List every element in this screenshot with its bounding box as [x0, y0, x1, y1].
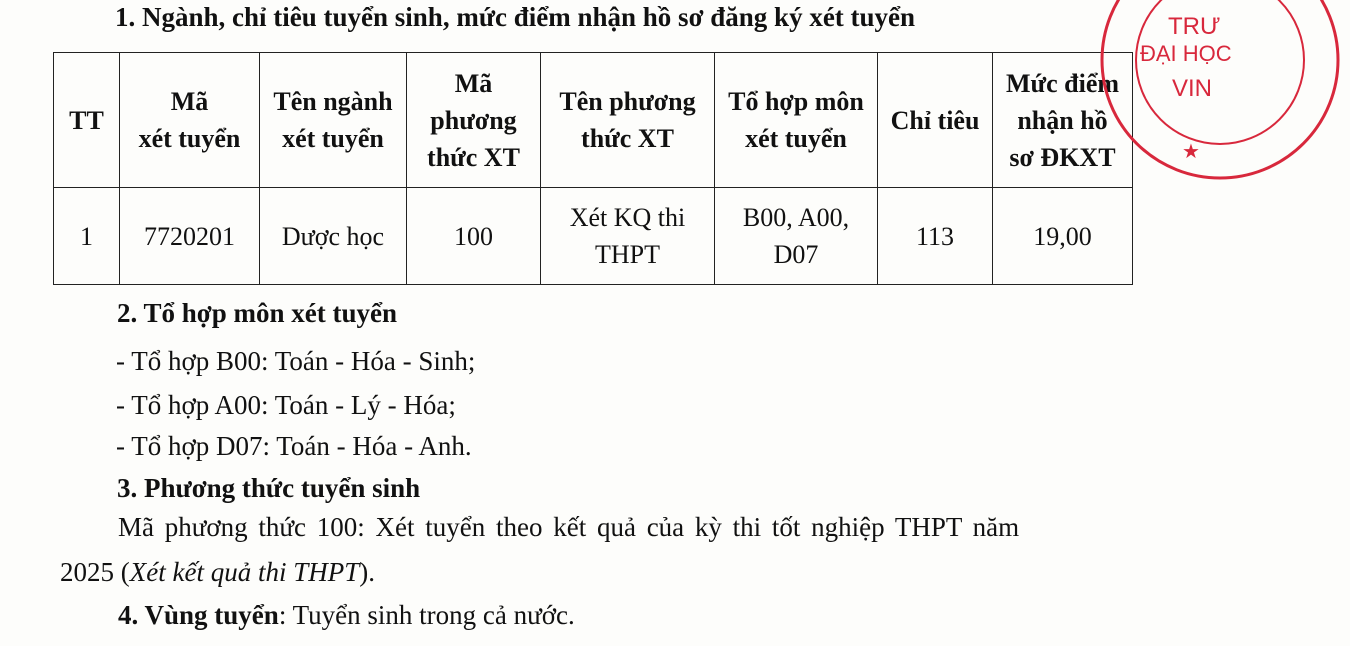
stamp-text-1: TRƯ: [1168, 13, 1221, 40]
section-2-title: 2. Tổ hợp môn xét tuyển: [117, 298, 397, 328]
cell-col-muc-diem: [993, 188, 1133, 285]
header-col-ten-phuong-thuc: [541, 53, 715, 188]
cell-col-ma-xet-tuyen: [120, 188, 260, 285]
combo-item-d07: - Tổ hợp D07: Toán - Hóa - Anh.: [116, 431, 472, 461]
header-line: Mã: [170, 87, 209, 116]
university-stamp: [1090, 0, 1350, 190]
section-4-label: 4. Vùng tuyển: [118, 600, 279, 630]
cell-line: 19,00: [1033, 221, 1092, 251]
combo-item-a00: - Tổ hợp A00: Toán - Lý - Hóa;: [116, 390, 456, 420]
section-3-title: 3. Phương thức tuyển sinh: [117, 473, 421, 503]
cell-col-ten-phuong-thuc: [541, 188, 715, 285]
header-line: thức XT: [427, 142, 520, 172]
table-header-row: [54, 53, 1133, 188]
cell-line: 113: [915, 221, 955, 251]
cell-line: Dược học: [281, 221, 385, 251]
stamp-text-3: VIN: [1172, 75, 1213, 102]
cell-col-chi-tieu: [878, 188, 993, 285]
cell-col-ma-phuong-thuc: [407, 188, 541, 285]
header-col-tt: [54, 53, 120, 188]
header-col-to-hop-mon: [715, 53, 878, 188]
combo-item-b00: - Tổ hợp B00: Toán - Hóa - Sinh;: [116, 346, 476, 376]
header-line: xét tuyển: [282, 124, 384, 153]
cell-line: 7720201: [144, 221, 235, 251]
section-4-text: : Tuyển sinh trong cả nước.: [278, 600, 575, 630]
cell-line: 100: [454, 221, 493, 251]
section-4-line: [118, 600, 575, 631]
cell-line: 1: [80, 221, 93, 251]
header-line: xét tuyển: [745, 124, 847, 153]
cell-col-tt: [54, 188, 120, 285]
closing-text: ).: [359, 557, 375, 587]
cell-col-to-hop-mon: [715, 188, 878, 285]
header-line: xét tuyển: [138, 124, 241, 153]
cell-line: THPT: [595, 240, 660, 269]
header-col-chi-tieu: [878, 53, 993, 188]
section-3-paragraph-line1: Mã phương thức 100: Xét tuyển theo kết quả của kỳ thi tốt nghiệp THPT năm: [118, 512, 1020, 542]
stamp-text-2: ĐẠI HỌC: [1140, 41, 1232, 66]
table-row: [54, 188, 1133, 285]
header-line: Mã: [454, 68, 493, 98]
admission-table: [53, 52, 1133, 285]
header-line: nhận hồ: [1017, 105, 1108, 135]
header-line: thức XT: [581, 124, 674, 153]
header-line: Chỉ tiêu: [890, 105, 980, 135]
header-line: sơ ĐKXT: [1009, 142, 1116, 172]
header-line: Tên phương: [559, 87, 696, 116]
header-line: Tổ hợp môn: [728, 87, 864, 116]
section-3-paragraph-line2: [60, 557, 375, 588]
year-text: 2025 (: [60, 557, 130, 587]
method-italic: Xét kết quả thi THPT: [129, 557, 360, 587]
section-1-title: 1. Ngành, chỉ tiêu tuyển sinh, mức điểm nhận hồ sơ đăng ký xét tuyển: [115, 2, 916, 32]
header-line: TT: [69, 105, 104, 135]
header-col-ma-phuong-thuc: [407, 53, 541, 188]
cell-line: B00, A00,: [742, 203, 850, 232]
cell-col-ten-nganh: [260, 188, 407, 285]
cell-line: D07: [773, 240, 819, 269]
header-col-ma-xet-tuyen: [120, 53, 260, 188]
header-line: Mức điểm: [1005, 68, 1120, 98]
cell-line: Xét KQ thi: [569, 203, 686, 232]
header-line: Tên ngành: [273, 87, 393, 116]
stamp-star-icon: ★: [1182, 139, 1200, 163]
header-col-ten-nganh: [260, 53, 407, 188]
header-line: phương: [430, 105, 517, 135]
